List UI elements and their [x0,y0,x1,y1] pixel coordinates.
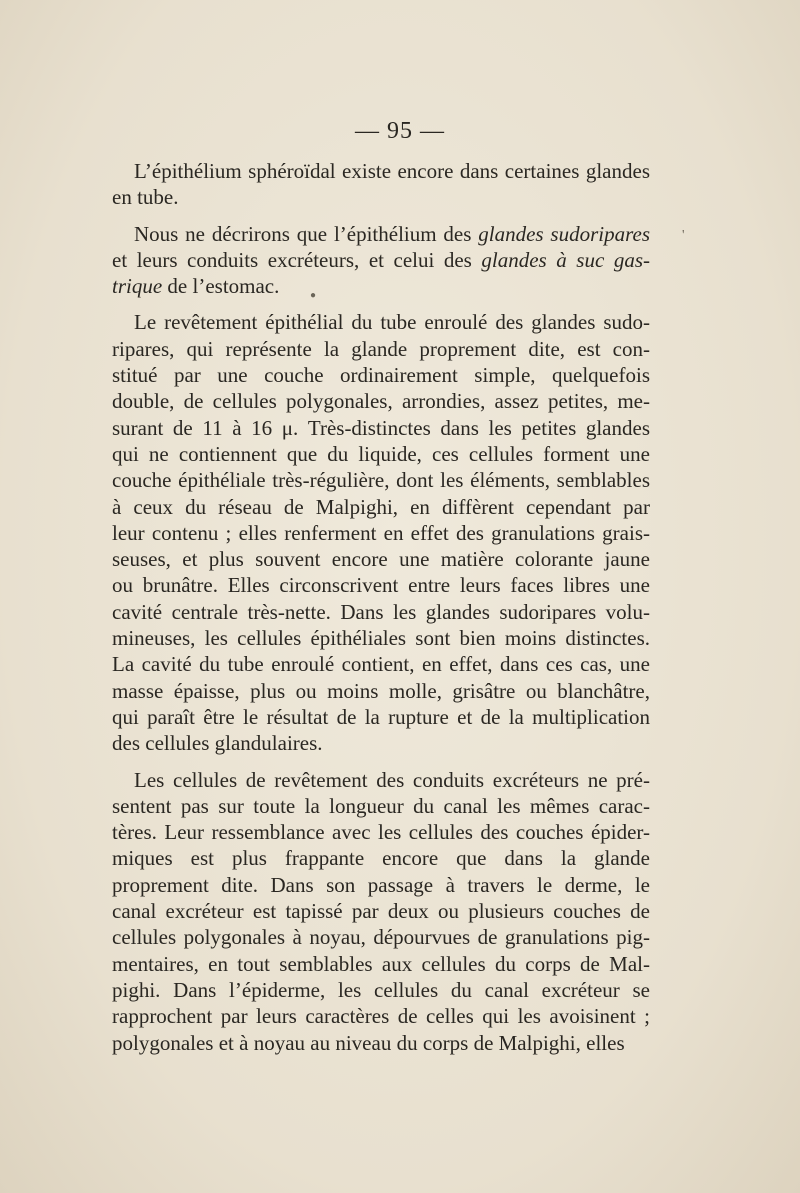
text-line: qui paraît être le résultat de la rupture et de la multiplication [112,704,650,729]
text-line: rapprochent par leurs caractères de celles qui les avoisinent ; [112,1004,650,1029]
text-line: double, de cellules polygonales, arrondies, assez petites, me- [112,389,650,414]
text-line: seuses, et plus souvent encore une matière colorante jaune [112,547,650,572]
paragraph-2 [112,221,650,300]
text-line: Le revêtement épithélial du tube enroulé des glandes sudo- [134,310,650,335]
text-line: canal excréteur est tapissé par deux ou plusieurs couches de [112,899,650,924]
text-line: tères. Leur ressemblance avec les cellules des couches épider- [112,820,650,845]
text-line: à ceux du réseau de Malpighi, en diffèrent cependant par [112,494,650,519]
text-line: L’épithélium sphéroïdal existe encore dans certaines glandes [134,159,650,183]
text-line: sentent pas sur toute la longueur du canal les mêmes carac- [112,793,650,818]
text-line: polygonales et à noyau au niveau du corps de Malpighi, elles [112,1030,625,1055]
text-line: Nous ne décrirons que l’épithélium des glandes sudoripares [134,221,650,246]
text-line: surant de 11 à 16 μ. Très-distinctes dans les petites glandes [112,415,650,440]
text-line: masse épaisse, plus ou moins molle, grisâtre ou blanchâtre, [112,678,650,703]
text-line: La cavité du tube enroulé contient, en effet, dans ces cas, une [112,652,650,677]
paragraph-1 [112,158,650,211]
text-line: trique de l’estomac. [112,274,280,299]
text-line: ripares, qui représente la glande proprement dite, est con- [112,336,650,361]
text-line: et leurs conduits excréteurs, et celui des glandes à suc gas- [112,247,650,272]
text-line: qui ne contiennent que du liquide, ces cellules forment une [112,441,650,466]
text-line: mentaires, en tout semblables aux cellules du corps de Mal- [112,951,650,976]
margin-mark: ' [682,228,685,243]
body-text [112,158,650,1066]
text-line: proprement dite. Dans son passage à travers le derme, le [112,872,650,897]
text-line: leur contenu ; elles renferment en effet des granulations grais- [112,520,650,545]
text-line: des cellules glandulaires. [112,731,323,756]
text-line: mineuses, les cellules épithéliales sont bien moins distinctes. [112,626,650,651]
text-line: stitué par une couche ordinairement simple, quelquefois [112,363,650,388]
text-line: en tube. [112,185,179,210]
page-number: — 95 — [355,118,445,144]
text-line: miques est plus frappante encore que dans la glande [112,846,650,871]
paragraph-3 [112,309,650,756]
text-line: cavité centrale très-nette. Dans les glandes sudoripares volu- [112,599,650,624]
text-line: couche épithéliale très-régulière, dont les éléments, semblables [112,468,650,493]
text-line: cellules polygonales à noyau, dépourvues de granulations pig- [112,925,650,950]
text-line: ou brunâtre. Elles circonscrivent entre leurs faces libres une [112,573,650,598]
text-line: pighi. Dans l’épiderme, les cellules du canal excréteur se [112,977,650,1002]
text-line: Les cellules de revêtement des conduits excréteurs ne pré- [134,767,650,792]
paragraph-4 [112,767,650,1056]
ink-dot: ● [310,290,317,301]
